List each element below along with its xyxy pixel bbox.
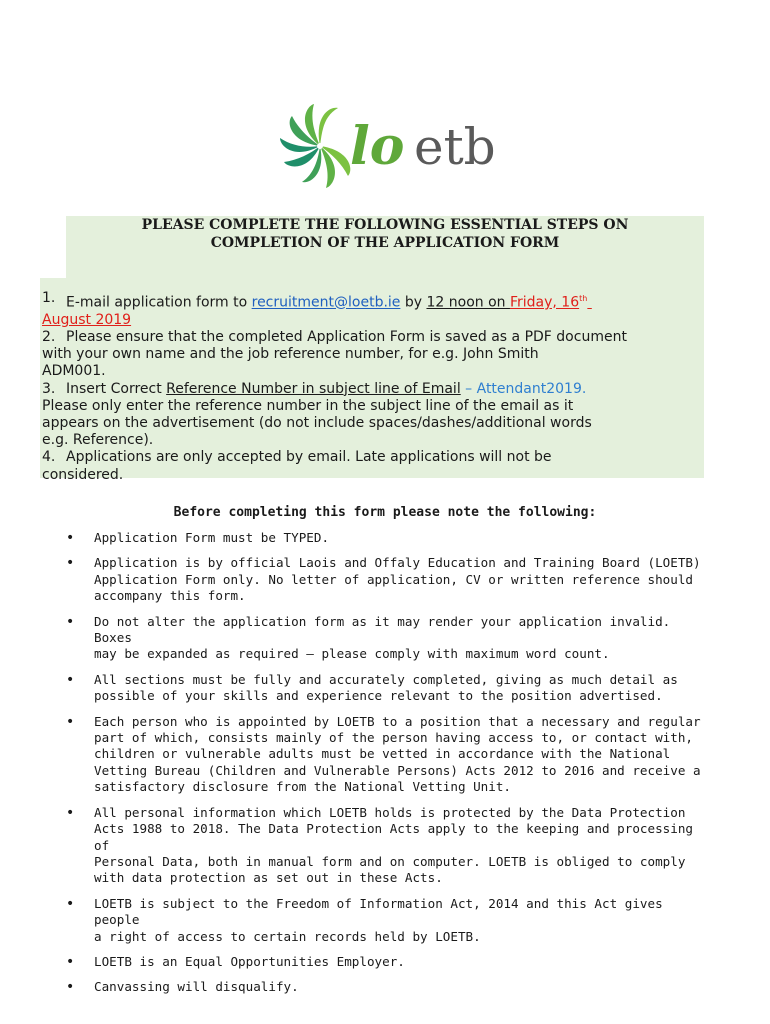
step-number: 4.	[42, 449, 56, 466]
note-text	[94, 714, 706, 796]
note-item	[66, 896, 706, 945]
step-text: Insert Correct	[66, 380, 167, 397]
note-text	[94, 530, 706, 546]
step-text: –	[460, 380, 477, 397]
note-line: Each person who is appointed by LOETB to a position that a necessary and regular	[94, 713, 701, 729]
bullet-icon: •	[66, 713, 75, 730]
note-line: Vetting Bureau (Children and Vulnerable Persons) Acts 2012 to 2016 and receive a	[94, 762, 701, 778]
step-number: 2.	[42, 329, 56, 346]
note-item	[66, 555, 706, 604]
note-item	[66, 805, 706, 887]
page-title	[66, 216, 704, 252]
note-item	[66, 614, 706, 663]
loetb-logo	[248, 88, 522, 206]
notes-title: Before completing this form please note the following:	[173, 505, 597, 520]
reference-number: Attendant2019.	[476, 380, 587, 397]
note-line: with data protection as set out in these Acts.	[94, 870, 443, 886]
note-line: Application is by official Laois and Offaly Education and Training Board (LOETB)	[94, 555, 701, 571]
note-text	[94, 614, 706, 663]
heading-line: PLEASE COMPLETE THE FOLLOWING ESSENTIAL STEPS ON	[141, 217, 629, 233]
note-line: Personal Data, both in manual form and on computer. LOETB is obliged to comply	[94, 853, 686, 869]
heading-line: COMPLETION OF THE APPLICATION FORM	[210, 235, 560, 251]
svg-text:lo: lo	[350, 116, 405, 177]
note-line: Acts 1988 to 2018. The Data Protection Acts apply to the keeping and processing of	[94, 821, 693, 853]
step-text: e.g. Reference).	[42, 432, 154, 449]
step-text: Applications are only accepted by email. Late applications will not be	[66, 449, 552, 466]
note-text	[94, 954, 706, 970]
note-item	[66, 979, 706, 995]
note-line: All personal information which LOETB holds is protected by the Data Protection	[94, 804, 686, 820]
notes-list	[66, 530, 706, 1005]
note-line: may be expanded as required – please comply with maximum word count.	[94, 646, 610, 662]
bullet-icon: •	[66, 804, 75, 821]
recruitment-email-link[interactable]: recruitment@loetb.ie	[251, 294, 401, 311]
note-line: satisfactory disclosure from the National Vetting Unit.	[94, 779, 512, 795]
bullet-icon: •	[66, 555, 75, 572]
note-text	[94, 896, 706, 945]
step-text: Please only enter the reference number in the subject line of the email as it	[42, 397, 574, 414]
step-number: 1.	[42, 290, 56, 306]
essential-steps-list	[42, 290, 706, 484]
bullet-icon: •	[66, 671, 75, 688]
note-line: All sections must be fully and accurately completed, giving as much detail as	[94, 671, 678, 687]
deadline-date: Friday, 16	[509, 294, 580, 311]
bullet-icon: •	[66, 895, 75, 912]
note-text	[94, 555, 706, 604]
reference-instruction: Reference Number in subject line of Email	[166, 380, 461, 397]
step-text: appears on the advertisement (do not include spaces/dashes/additional words	[42, 415, 592, 432]
step-text: ADM001.	[42, 363, 106, 380]
step-item	[42, 449, 706, 483]
note-line: Canvassing will disqualify.	[94, 979, 299, 995]
note-line: LOETB is subject to the Freedom of Information Act, 2014 and this Act gives people	[94, 895, 663, 928]
deadline-time: 12 noon on	[426, 294, 506, 311]
note-item	[66, 672, 706, 705]
loetb-swirl-logo-icon	[248, 88, 522, 206]
step-item	[42, 381, 706, 450]
step-text: by	[400, 294, 427, 311]
note-item	[66, 954, 706, 970]
note-item	[66, 714, 706, 796]
bullet-icon: •	[66, 953, 75, 970]
step-text: considered.	[42, 466, 124, 483]
step-item	[42, 290, 706, 329]
note-line: Application Form only. No letter of application, CV or written reference should	[94, 571, 693, 587]
note-text	[94, 672, 706, 705]
note-line: Application Form must be TYPED.	[94, 530, 330, 545]
svg-text:etb: etb	[414, 118, 496, 176]
note-line: part of which, consists mainly of the person having access to, or contact with,	[94, 730, 693, 746]
bullet-icon: •	[66, 613, 75, 630]
note-text	[94, 805, 706, 887]
note-line: accompany this form.	[94, 588, 246, 604]
note-line: children or vulnerable adults must be vetted in accordance with the National	[94, 746, 671, 762]
note-item	[66, 530, 706, 546]
step-number: 3.	[42, 380, 56, 397]
step-item	[42, 329, 706, 381]
bullet-icon: •	[66, 530, 75, 546]
step-text: with your own name and the job reference number, for e.g. John Smith	[42, 346, 539, 363]
note-line: LOETB is an Equal Opportunities Employer.	[94, 953, 405, 969]
date-suffix: th	[579, 294, 588, 303]
bullet-icon: •	[66, 979, 75, 996]
step-text: Please ensure that the completed Application Form is saved as a PDF document	[66, 329, 627, 346]
note-line: a right of access to certain records held by LOETB.	[94, 928, 481, 944]
deadline-date-cont: August 2019	[42, 311, 132, 328]
step-text: E-mail application form to	[66, 294, 252, 311]
note-line: Do not alter the application form as it may render your application invalid. Boxes	[94, 613, 671, 646]
note-text	[94, 979, 706, 995]
note-line: possible of your skills and experience relevant to the position advertised.	[94, 688, 663, 704]
